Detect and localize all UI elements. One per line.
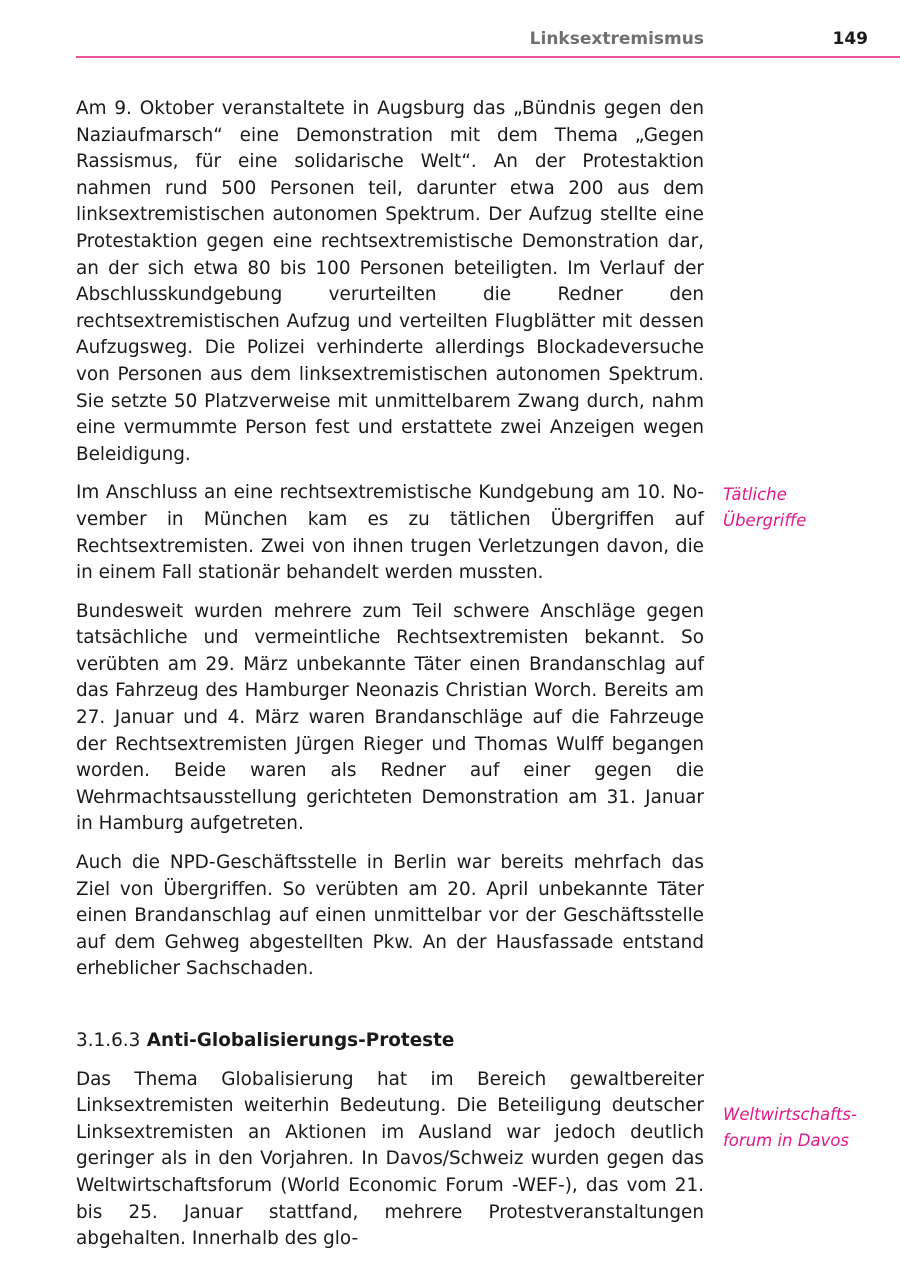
paragraph-brandanschlaege: Bundesweit wurden mehrere zum Teil schwere Anschläge gegen tatsächliche und vermeintliche Rechtsextremisten bekannt. So verübten am 29. März unbekannte Täter einen Brandanschlag auf das Fahrzeug des Hamburger Neonazis Christian Worch. Bereits am 27. Januar und 4. März waren Brandanschläge auf die Fahrzeuge der Rechtsextremisten Jürgen Rieger und Thomas Wulff begangen worden. Beide waren als Redner auf einer gegen die Wehrmachtsausstellung gerichteten Demonstration am 31. Januar in Hamburg aufgetreten.	[76, 600, 704, 835]
margin-note-line: forum in Davos	[723, 1131, 850, 1150]
page-header	[76, 28, 900, 58]
section-heading	[76, 1028, 704, 1055]
margin-note-line: Tätliche	[723, 485, 787, 504]
paragraph-muenchen-uebergriffe: Im Anschluss an eine rechtsextremistische Kundgebung am 10. November in München kam es zu tätlichen Übergriffen auf Rechtsextremisten. Zwei von ihnen trugen Verletzungen davon, die in einem Fall stationär behandelt werden mussten.	[76, 482, 704, 584]
running-title: Linksextremismus	[529, 29, 704, 49]
paragraph-augsburg-demonstration: Am 9. Oktober veranstaltete in Augsburg das „Bündnis gegen den Naziaufmarsch“ eine Demonstration mit dem Thema „Gegen Rassismus, für eine solidarische Welt“. An der Protestaktion nahmen rund 500 Personen teil, darunter etwa 200 aus dem linksextremistischen autonomen Spektrum. Der Aufzug stellte eine Protestaktion gegen eine rechtsextremistische Demonstration dar, an der sich etwa 80 bis 100 Personen beteiligten. Im Verlauf der Abschlusskundgebung verurteilten die Redner den rechtsextremistischen Aufzug und verteilten Flugblätter mit dessen Aufzugsweg. Die Polizei verhinderte allerdings Blockadeversuche von Personen aus dem linksextremistischen autonomen Spektrum. Sie setzte 50 Platzverweise mit unmittelbarem Zwang durch, nahm eine vermummte Person fest und erstattete zwei Anzeigen wegen Beleidigung.	[76, 98, 704, 465]
paragraph-npd-geschaeftsstelle: Auch die NPD-Geschäftsstelle in Berlin war bereits mehrfach das Ziel von Übergriffen. So verübten am 20. April unbekannte Täter einen Brandanschlag auf einen unmittelbar vor der Geschäftsstelle auf dem Gehweg abgestellten Pkw. An der Hausfassade entstand erheblicher Sachschaden.	[76, 852, 704, 980]
margin-note-line: Weltwirtschafts-	[723, 1105, 857, 1124]
margin-note-taetliche-uebergriffe	[723, 482, 883, 534]
section-title: Anti-Globalisierungs-Proteste	[146, 1030, 455, 1051]
section-number: 3.1.6.3	[76, 1030, 141, 1051]
paragraph-globalisierung: Das Thema Globalisierung hat im Bereich gewaltbereiter Linksextremisten weiterhin Bedeutung. Die Beteiligung deutscher Linksextremisten an Aktionen im Ausland war jedoch deutlich geringer als in den Vorjahren. In Davos/Schweiz wurden gegen das Weltwirtschaftsforum (World Economic Forum -WEF-), das vom 21. bis 25. Januar stattfand, mehrere Protestveranstaltungen abgehalten. Innerhalb des glo-	[76, 1068, 704, 1250]
page-number: 149	[832, 29, 868, 49]
body-text	[76, 96, 704, 1265]
margin-note-line: Übergriffe	[723, 511, 807, 530]
margin-note-weltwirtschaftsforum	[723, 1102, 883, 1154]
